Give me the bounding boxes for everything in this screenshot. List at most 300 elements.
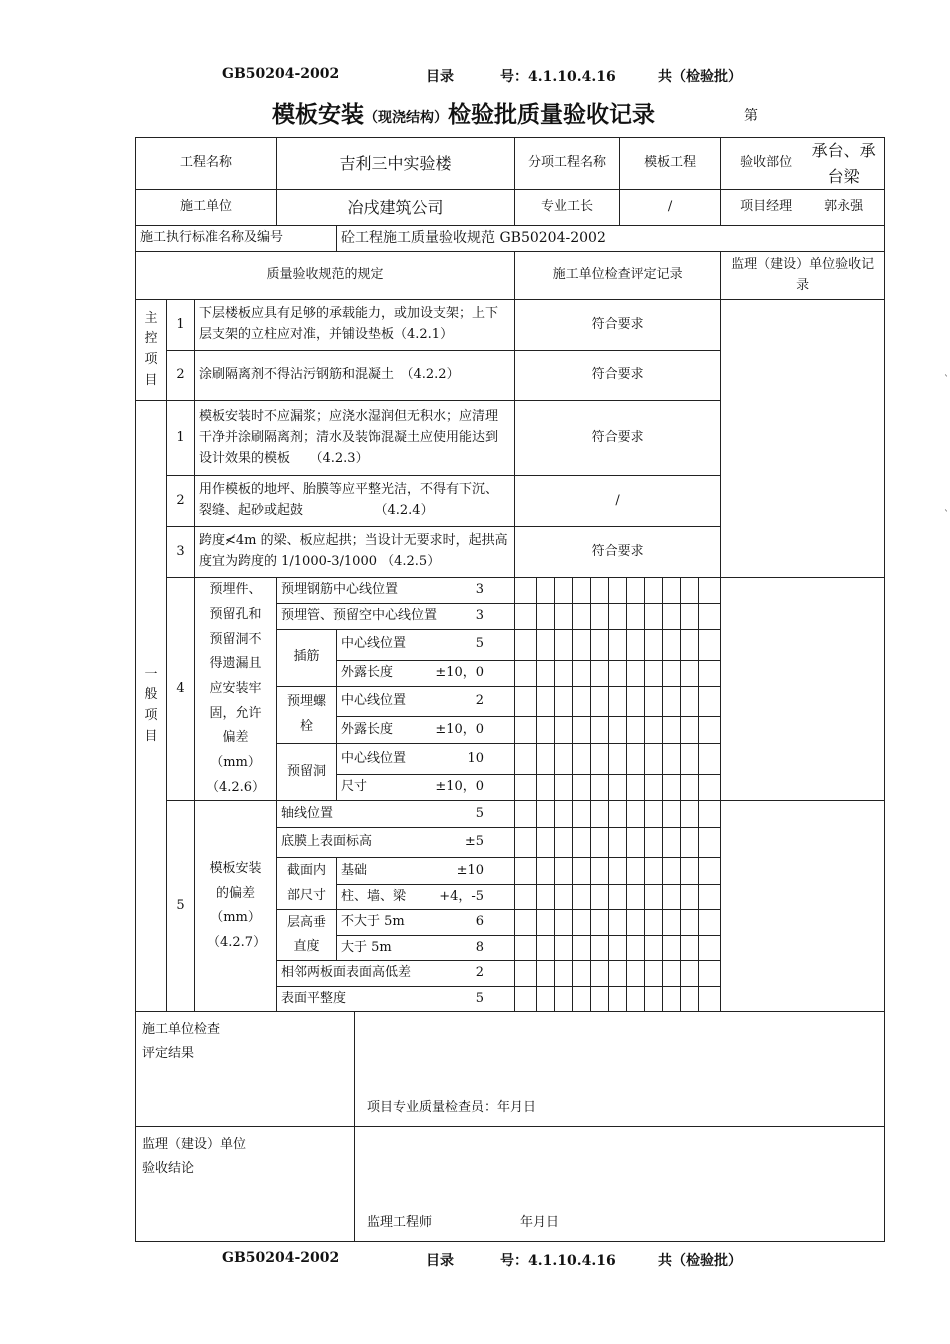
- measure-box: [519, 910, 537, 935]
- measure-boxes: [519, 744, 716, 774]
- acceptance-part-cell: [721, 138, 885, 190]
- inspection-column-header: 施工单位检查评定记录: [515, 252, 721, 300]
- measure-box: [645, 885, 663, 909]
- measure-box: [555, 801, 573, 827]
- measure-box: [519, 604, 537, 629]
- measure-box: [699, 828, 716, 857]
- measure-box: [591, 604, 609, 629]
- footer-standard: GB50204-2002: [222, 1250, 340, 1266]
- inspector-label: 项目专业质量检查员：: [367, 1099, 498, 1115]
- measure-box: [519, 936, 537, 960]
- tolerance-row: 基础 ±10: [337, 858, 515, 885]
- measure-box: [681, 630, 699, 659]
- main-control-label: 主 控 项 目: [136, 300, 167, 401]
- measure-grid: [515, 686, 721, 716]
- tolerance-row: 预埋管、预留空中心线位置 3: [277, 604, 515, 630]
- measure-box: [537, 801, 555, 827]
- tolerance-row: 柱、墙、梁 +4，-5: [337, 885, 515, 910]
- measure-box: [645, 604, 663, 629]
- measure-box: [645, 910, 663, 935]
- measure-grid: [515, 858, 721, 885]
- measure-boxes: [519, 687, 716, 716]
- measure-box: [645, 828, 663, 857]
- page-suffix: 第: [744, 108, 758, 124]
- measure-boxes: [519, 961, 716, 986]
- measure-box: [573, 936, 591, 960]
- tolerance-row: 外露长度 ±10，0: [337, 660, 515, 686]
- edge-tick: ˋ: [944, 375, 949, 386]
- measure-boxes: [519, 910, 716, 935]
- measure-box: [645, 687, 663, 716]
- measure-boxes: [519, 858, 716, 884]
- measure-box: [681, 661, 699, 686]
- measure-box: [663, 578, 681, 603]
- measure-box: [519, 828, 537, 857]
- measure-grid: [515, 743, 721, 774]
- supervision-conclusion-label-1: 监理（建设）单位: [142, 1137, 247, 1153]
- measure-box: [627, 858, 645, 884]
- measure-box: [519, 885, 537, 909]
- measure-box: [663, 744, 681, 774]
- page-title: [272, 96, 655, 129]
- measure-box: [663, 604, 681, 629]
- measure-box: [681, 775, 699, 800]
- measure-box: [519, 578, 537, 603]
- measure-box: [555, 987, 573, 1011]
- measure-box: [537, 604, 555, 629]
- spec-column-header: 质量验收规范的规定: [136, 252, 515, 300]
- measure-box: [609, 604, 627, 629]
- measure-box: [663, 936, 681, 960]
- measure-box: [609, 961, 627, 986]
- measure-box: [681, 717, 699, 743]
- measure-box: [699, 910, 716, 935]
- supervision-conclusion-label-cell: [136, 1127, 355, 1242]
- general-supervision-4: [721, 578, 885, 801]
- construction-check-label-cell: [136, 1012, 355, 1127]
- tolerance-row: 不大于 5m 6: [337, 910, 515, 936]
- foreman-label: 专业工长: [515, 190, 620, 226]
- edge-tick: ˋ: [944, 510, 949, 521]
- measure-box: [537, 885, 555, 909]
- measure-box: [681, 828, 699, 857]
- general-label: 一 般 项 目: [136, 401, 167, 1012]
- measure-box: [591, 775, 609, 800]
- general-item-5-no: 5: [167, 801, 195, 1012]
- measure-box: [519, 661, 537, 686]
- measure-box: [537, 858, 555, 884]
- measure-box: [591, 717, 609, 743]
- main-item-2-result: 符合要求: [515, 351, 721, 401]
- group-label: 截面内部尺寸: [277, 858, 337, 910]
- supervision-conclusion-label-2: 验收结论: [142, 1161, 195, 1177]
- measure-box: [699, 744, 716, 774]
- measure-boxes: [519, 661, 716, 686]
- measure-box: [681, 858, 699, 884]
- measure-box: [645, 775, 663, 800]
- measure-box: [627, 775, 645, 800]
- measure-box: [537, 910, 555, 935]
- measure-box: [699, 604, 716, 629]
- measure-box: [573, 717, 591, 743]
- construction-check-label-1: 施工单位检查: [142, 1022, 221, 1038]
- measure-box: [591, 801, 609, 827]
- measure-grid: [515, 801, 721, 828]
- measure-box: [645, 630, 663, 659]
- measure-box: [519, 987, 537, 1011]
- tolerance-row: 中心线位置 5: [337, 630, 515, 660]
- measure-box: [609, 717, 627, 743]
- measure-box: [609, 775, 627, 800]
- measure-box: [519, 744, 537, 774]
- measure-box: [627, 961, 645, 986]
- measure-box: [573, 828, 591, 857]
- measure-box: [537, 775, 555, 800]
- measure-grid: [515, 630, 721, 660]
- measure-box: [627, 687, 645, 716]
- supervision-column-header: 监理（建设）单位验收记录: [721, 252, 885, 300]
- measure-box: [591, 828, 609, 857]
- title-paren: （现浇结构）: [364, 110, 448, 126]
- measure-box: [645, 661, 663, 686]
- tolerance-row: 预埋钢筋中心线位置 3: [277, 578, 515, 604]
- top-header: [0, 66, 950, 88]
- measure-box: [573, 578, 591, 603]
- main-item-1-text: 下层楼板应具有足够的承载能力，或加设支架；上下层支架的立柱应对准，并铺设垫板（4.2.1）: [195, 300, 515, 351]
- measure-boxes: [519, 717, 716, 743]
- measure-grid: [515, 604, 721, 630]
- general-item-5-desc: 模板安装的偏差（mm）（4.2.7）: [195, 801, 277, 1012]
- measure-box: [519, 687, 537, 716]
- measure-grid: [515, 828, 721, 858]
- measure-box: [519, 775, 537, 800]
- sub-project-value: 模板工程: [620, 138, 721, 190]
- measure-box: [663, 885, 681, 909]
- footer-catalog: 目录: [426, 1253, 454, 1269]
- measure-grid: [515, 578, 721, 604]
- measure-grid: [515, 716, 721, 743]
- measure-box: [573, 775, 591, 800]
- measure-box: [681, 910, 699, 935]
- measure-box: [663, 801, 681, 827]
- measure-box: [645, 744, 663, 774]
- measure-box: [681, 604, 699, 629]
- measure-grid: [515, 936, 721, 961]
- acceptance-part-label: 验收部位: [740, 155, 793, 171]
- main-item-2-no: 2: [167, 351, 195, 401]
- measure-box: [699, 801, 716, 827]
- measure-box: [663, 775, 681, 800]
- measure-box: [627, 661, 645, 686]
- measure-box: [609, 910, 627, 935]
- measure-box: [663, 630, 681, 659]
- group-label: 预留洞: [277, 743, 337, 800]
- foreman-value: /: [620, 190, 721, 226]
- measure-box: [519, 717, 537, 743]
- measure-box: [681, 987, 699, 1011]
- measure-box: [537, 936, 555, 960]
- measure-box: [555, 744, 573, 774]
- measure-box: [573, 661, 591, 686]
- measure-box: [591, 687, 609, 716]
- measure-box: [573, 885, 591, 909]
- measure-box: [627, 885, 645, 909]
- header-catalog: 目录: [426, 69, 454, 85]
- measure-box: [537, 987, 555, 1011]
- measure-box: [681, 961, 699, 986]
- measure-box: [591, 578, 609, 603]
- measure-box: [663, 858, 681, 884]
- acceptance-form: [135, 137, 885, 1242]
- supervision-conclusion-result-cell: [355, 1127, 885, 1242]
- bottom-header: [0, 1250, 950, 1272]
- measure-box: [591, 987, 609, 1011]
- construction-unit-label: 施工单位: [136, 190, 277, 226]
- measure-box: [609, 936, 627, 960]
- measure-box: [609, 987, 627, 1011]
- construction-check-label-2: 评定结果: [142, 1046, 195, 1062]
- measure-box: [537, 744, 555, 774]
- measure-box: [555, 687, 573, 716]
- measure-box: [573, 604, 591, 629]
- measure-box: [663, 961, 681, 986]
- measure-grid: [515, 885, 721, 910]
- group-label: 插筋: [277, 630, 337, 686]
- measure-grid: [515, 961, 721, 987]
- measure-box: [573, 858, 591, 884]
- measure-box: [699, 775, 716, 800]
- measure-box: [609, 630, 627, 659]
- measure-box: [555, 630, 573, 659]
- standard-label: 施工执行标准名称及编号: [136, 226, 337, 252]
- measure-box: [663, 828, 681, 857]
- measure-box: [591, 858, 609, 884]
- measure-boxes: [519, 604, 716, 629]
- measure-boxes: [519, 801, 716, 827]
- measure-box: [609, 801, 627, 827]
- measure-box: [699, 987, 716, 1011]
- measure-grid: [515, 910, 721, 936]
- inspector-line: [367, 1098, 536, 1119]
- measure-box: [609, 578, 627, 603]
- general-supervision-5: [721, 801, 885, 1012]
- tolerance-row: 外露长度 ±10，0: [337, 716, 515, 743]
- measure-box: [663, 910, 681, 935]
- measure-box: [645, 936, 663, 960]
- acceptance-part-value: 承台、承台梁: [811, 141, 876, 186]
- measure-box: [609, 687, 627, 716]
- measure-box: [537, 687, 555, 716]
- measure-box: [681, 687, 699, 716]
- measure-box: [699, 936, 716, 960]
- construction-unit-value: 冶戌建筑公司: [277, 190, 515, 226]
- measure-box: [699, 885, 716, 909]
- tolerance-row: 底膜上表面标高 ±5: [277, 828, 515, 858]
- general-item-2-no: 2: [167, 476, 195, 527]
- general-item-1-no: 1: [167, 401, 195, 476]
- measure-box: [555, 885, 573, 909]
- measure-box: [537, 661, 555, 686]
- measure-box: [645, 578, 663, 603]
- title-rest: 检验批质量验收记录: [448, 101, 655, 128]
- main-item-1-no: 1: [167, 300, 195, 351]
- header-number: 号：4.1.10.4.16: [500, 69, 616, 85]
- measure-box: [663, 661, 681, 686]
- main-item-1-result: 符合要求: [515, 300, 721, 351]
- project-manager-cell: [721, 190, 885, 226]
- header-total: 共（检验批）: [658, 69, 742, 85]
- measure-box: [681, 936, 699, 960]
- supervision-record-cell: [721, 300, 885, 578]
- footer-number: 号：4.1.10.4.16: [500, 1253, 616, 1269]
- measure-box: [627, 828, 645, 857]
- measure-box: [645, 858, 663, 884]
- measure-box: [573, 801, 591, 827]
- general-item-3-result: 符合要求: [515, 527, 721, 578]
- measure-box: [627, 801, 645, 827]
- measure-box: [555, 578, 573, 603]
- measure-grid: [515, 660, 721, 686]
- engineer-line: [367, 1213, 559, 1234]
- measure-box: [573, 987, 591, 1011]
- measure-box: [555, 717, 573, 743]
- measure-box: [663, 717, 681, 743]
- general-item-4-desc: 预埋件、预留孔和预留洞不得遗漏且应安装牢固，允许偏差（mm）（4.2.6）: [195, 578, 277, 801]
- measure-box: [699, 858, 716, 884]
- measure-box: [663, 987, 681, 1011]
- general-item-2-result: /: [515, 476, 721, 527]
- measure-box: [699, 578, 716, 603]
- measure-boxes: [519, 578, 716, 603]
- general-item-4-no: 4: [167, 578, 195, 801]
- measure-box: [591, 885, 609, 909]
- measure-boxes: [519, 885, 716, 909]
- measure-box: [627, 717, 645, 743]
- tolerance-row: 相邻两板面表面高低差 2: [277, 961, 515, 987]
- measure-box: [555, 604, 573, 629]
- measure-box: [555, 936, 573, 960]
- project-name-label: 工程名称: [136, 138, 277, 190]
- measure-box: [519, 858, 537, 884]
- measure-box: [609, 661, 627, 686]
- measure-box: [591, 744, 609, 774]
- general-item-1-result: 符合要求: [515, 401, 721, 476]
- measure-box: [609, 828, 627, 857]
- sub-project-label: 分项工程名称: [515, 138, 620, 190]
- general-item-2-text: 用作模板的地坪、胎膜等应平整光洁，不得有下沉、裂缝、起砂或起鼓 （4.2.4）: [195, 476, 515, 527]
- measure-boxes: [519, 936, 716, 960]
- project-manager-label: 项目经理: [740, 199, 793, 215]
- measure-boxes: [519, 630, 716, 659]
- measure-box: [555, 858, 573, 884]
- measure-box: [519, 801, 537, 827]
- tolerance-row: 轴线位置 5: [277, 801, 515, 828]
- inspector-date: 年月日: [497, 1099, 537, 1115]
- project-manager-value: 郭永强: [824, 199, 864, 215]
- measure-box: [573, 744, 591, 774]
- measure-box: [627, 936, 645, 960]
- measure-box: [591, 910, 609, 935]
- measure-box: [627, 744, 645, 774]
- measure-box: [627, 987, 645, 1011]
- footer-total: 共（检验批）: [658, 1253, 742, 1269]
- group-label: 预埋螺栓: [277, 686, 337, 743]
- measure-boxes: [519, 828, 716, 857]
- measure-box: [627, 910, 645, 935]
- measure-box: [645, 801, 663, 827]
- measure-box: [591, 961, 609, 986]
- measure-box: [681, 578, 699, 603]
- measure-box: [609, 858, 627, 884]
- title-main: 模板安装: [272, 101, 364, 128]
- measure-box: [681, 885, 699, 909]
- measure-box: [591, 661, 609, 686]
- measure-box: [699, 961, 716, 986]
- measure-box: [591, 936, 609, 960]
- measure-box: [555, 661, 573, 686]
- measure-box: [573, 687, 591, 716]
- engineer-label: 监理工程师: [367, 1214, 433, 1230]
- measure-box: [537, 717, 555, 743]
- measure-box: [537, 828, 555, 857]
- measure-boxes: [519, 987, 716, 1011]
- measure-box: [555, 775, 573, 800]
- tolerance-row: 大于 5m 8: [337, 936, 515, 961]
- measure-grid: [515, 987, 721, 1012]
- group-label: 层高垂直度: [277, 910, 337, 961]
- header-standard: GB50204-2002: [222, 66, 340, 82]
- measure-box: [681, 801, 699, 827]
- measure-box: [573, 961, 591, 986]
- standard-value: 砼工程施工质量验收规范 GB50204-2002: [337, 226, 885, 252]
- tolerance-row: 中心线位置 10: [337, 743, 515, 774]
- measure-box: [591, 630, 609, 659]
- measure-box: [537, 630, 555, 659]
- measure-box: [609, 744, 627, 774]
- measure-box: [555, 828, 573, 857]
- measure-box: [555, 961, 573, 986]
- measure-box: [537, 578, 555, 603]
- measure-box: [645, 961, 663, 986]
- general-item-1-text: 模板安装时不应漏浆；应浇水湿润但无积水；应清理干净并涂刷隔离剂；清水及装饰混凝土应使用能达到设计效果的模板 （4.2.3）: [195, 401, 515, 476]
- measure-box: [699, 717, 716, 743]
- measure-grid: [515, 775, 721, 801]
- general-item-3-text: 跨度≮4m 的梁、板应起拱；当设计无要求时，起拱高度宜为跨度的 1/1000-3/1000 （4.2.5）: [195, 527, 515, 578]
- tolerance-row: 中心线位置 2: [337, 686, 515, 716]
- measure-box: [699, 687, 716, 716]
- measure-box: [627, 578, 645, 603]
- measure-box: [645, 717, 663, 743]
- measure-box: [699, 630, 716, 659]
- measure-box: [627, 630, 645, 659]
- measure-box: [519, 630, 537, 659]
- tolerance-row: 表面平整度 5: [277, 987, 515, 1012]
- measure-box: [663, 687, 681, 716]
- measure-box: [645, 987, 663, 1011]
- project-name-value: 吉利三中实验楼: [277, 138, 515, 190]
- measure-box: [627, 604, 645, 629]
- measure-box: [573, 910, 591, 935]
- measure-boxes: [519, 775, 716, 800]
- measure-box: [699, 661, 716, 686]
- measure-box: [681, 744, 699, 774]
- measure-box: [555, 910, 573, 935]
- tolerance-row: 尺寸 ±10，0: [337, 775, 515, 801]
- engineer-date: 年月日: [520, 1214, 560, 1230]
- measure-box: [537, 961, 555, 986]
- construction-check-result-cell: [355, 1012, 885, 1127]
- measure-box: [519, 961, 537, 986]
